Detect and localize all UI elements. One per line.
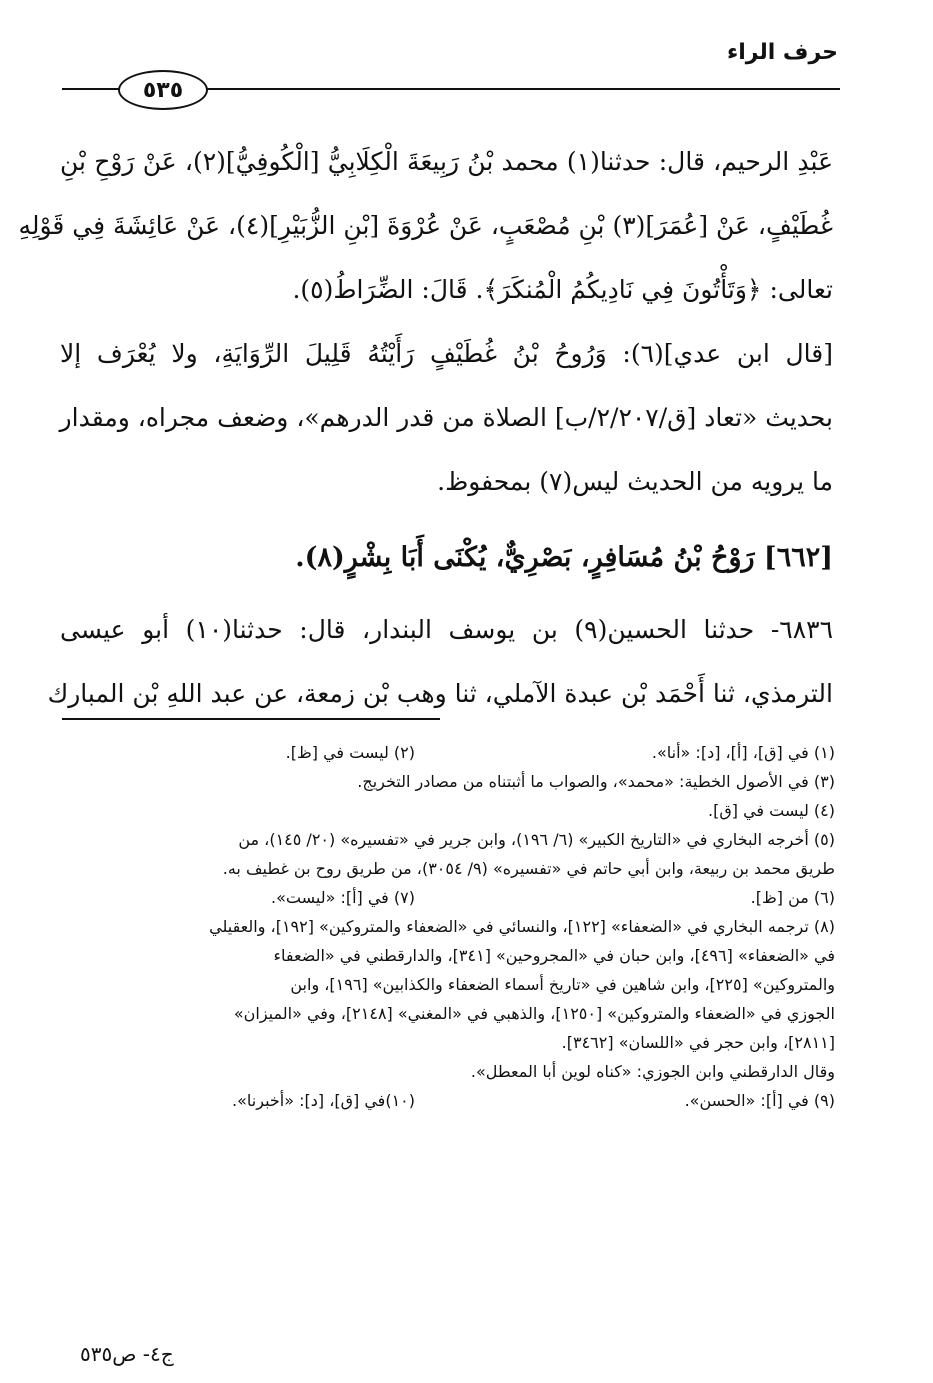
footnote-8-cont: الجوزي في «الضعفاء والمتروكين» [١٢٥٠]، والذهبي في «المغني» [٢١٤٨]، وفي «الميزان» <box>233 1004 835 1023</box>
page-number: ٥٣٥ <box>118 70 208 110</box>
text-line: عَبْدِ الرحيم، قال: حدثنا(١) محمد بْنُ رَبِيعَةَ الْكِلَابِيُّ [الْكُوفِيُّ](٢)، عَنْ رَوْحِ بْنِ <box>60 147 833 176</box>
entry-heading: [٦٦٢] رَوْحُ بْنُ مُسَافِرٍ، بَصْرِيٌّ، يُكْنَى أَبَا بِشْرٍ(٨). <box>295 542 833 573</box>
text-line: غُطَيْفٍ، عَنْ [عُمَرَ](٣) بْنِ مُصْعَبٍ، عَنْ عُرْوَةَ [بْنِ الزُّبَيْرِ](٤)، عَنْ عَائِشَةَ فِي قَوْلِهِ <box>18 211 833 240</box>
main-text <box>18 130 833 514</box>
footnote-rule <box>62 718 440 720</box>
footnote-10: (١٠)في [ق]، [د]: «أخبرنا». <box>232 1091 415 1110</box>
running-title: حرف الراء <box>726 40 838 65</box>
text-line: ٦٨٣٦- حدثنا الحسين(٩) بن يوسف البندار، قال: حدثنا(١٠) أبو عيسى <box>60 615 834 644</box>
text-line: الترمذي، ثنا أَحْمَد بْن عبدة الآملي، ثنا وهب بْن زمعة، عن عبد اللهِ بْن المبارك <box>47 679 833 708</box>
footnote-5: (٥) أخرجه البخاري في «التاريخ الكبير» (٦/ ١٩٦)، وابن جرير في «تفسيره» (٢٠/ ١٤٥)، من <box>238 830 835 849</box>
footnotes <box>60 738 835 1115</box>
footnote-1: (١) في [ق]، [أ]، [د]: «أنا». <box>651 743 835 762</box>
text-line: بحديث «تعاد [ق/٢/٢٠٧/ب] الصلاة من قدر الدرهم»، وضعف مجراه، ومقدار <box>59 403 833 432</box>
footnote-6: (٦) من [ظ]. <box>750 888 835 907</box>
footnote-8-cont: في «الضعفاء» [٤٩٦]، وابن حبان في «المجروحين» [٣٤١]، والدارقطني في «الضعفاء <box>273 946 835 965</box>
text-line: [قال ابن عدي](٦): وَرُوحُ بْنُ غُطَيْفٍ رَأَيْتُهُ قَلِيلَ الرِّوَايَةِ، ولا يُعْرَف إلا <box>60 339 833 368</box>
footnote-7: (٧) في [أ]: «ليست». <box>271 888 415 907</box>
text-line: ما يرويه من الحديث ليس(٧) بمحفوظ. <box>437 467 833 496</box>
text-line: تعالى: ﴿وَتَأْتُونَ فِي نَادِيكُمُ الْمُنكَرَ﴾. قَالَ: الضِّرَاطُ(٥). <box>292 275 833 304</box>
footnote-2: (٢) ليست في [ظ]. <box>285 743 415 762</box>
footnote-row <box>60 883 835 912</box>
footnote-8: (٨) ترجمه البخاري في «الضعفاء» [١٢٢]، والنسائي في «الضعفاء والمتروكين» [١٩٢]، والعقيلي <box>209 917 835 936</box>
footnote-row <box>60 1086 835 1115</box>
footnote-8-cont: والمتروكين» [٢٢٥]، وابن شاهين في «تاريخ أسماء الضعفاء والكذابين» [١٩٦]، وابن <box>290 975 835 994</box>
footnote-3: (٣) في الأصول الخطية: «محمد»، والصواب ما أثبتناه من مصادر التخريج. <box>357 772 835 791</box>
footnote-4: (٤) ليست في [ق]. <box>708 801 835 820</box>
footnote-9: (٩) في [أ]: «الحسن». <box>684 1091 835 1110</box>
footnote-row <box>60 738 835 767</box>
footnote-8-cont: [٢٨١١]، وابن حجر في «اللسان» [٣٤٦٢]. <box>561 1033 835 1052</box>
footnote-5-cont: طريق محمد بن ربيعة، وابن أبي حاتم في «تفسيره» (٩/ ٣٠٥٤)، من طريق روح بن غطيف به. <box>222 859 835 878</box>
page-reference: ج٤- ص٥٣٥ <box>80 1342 174 1366</box>
footnote-8-note: وقال الدارقطني وابن الجوزي: «كناه لوين أبا المعطل». <box>470 1062 835 1081</box>
hadith-text <box>47 598 834 726</box>
